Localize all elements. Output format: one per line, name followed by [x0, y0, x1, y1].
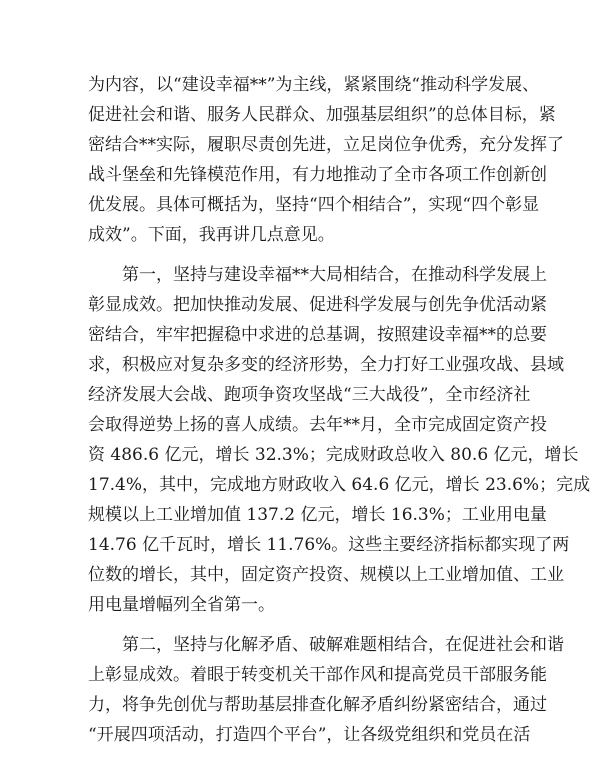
text-line: 上彰显成效。着眼于转变机关干部作风和提高党员干部服务能 — [88, 665, 547, 685]
text-line: 为内容，以“建设幸福**”为主线，紧紧围绕“推动科学发展、 — [88, 75, 540, 95]
text-line: 第二，坚持与化解矛盾、破解难题相结合，在促进社会和谐 — [88, 635, 564, 655]
text-line: 求，积极应对复杂多变的经济形势，全力打好工业强攻战、县域 — [88, 355, 564, 375]
text-line: 17.4%，其中，完成地方财政收入 64.6 亿元，增长 23.6%；完成 — [88, 475, 590, 495]
text-line: 用电量增幅列全省第一。 — [88, 595, 275, 615]
text-line: 会取得逆势上扬的喜人成绩。去年**月，全市完成固定资产投 — [88, 415, 547, 435]
body-text — [88, 70, 590, 750]
text-line: 优发展。具体可概括为，坚持“四个相结合”，实现“四个彰显 — [88, 195, 540, 215]
text-line: 规模以上工业增加值 137.2 亿元，增长 16.3%；工业用电量 — [88, 505, 547, 525]
paragraph-first — [88, 260, 590, 620]
text-line: “开展四项活动，打造四个平台”，让各级党组织和党员在活 — [88, 725, 531, 745]
text-line: 战斗堡垒和先锋模范作用，有力地推动了全市各项工作创新创 — [88, 165, 547, 185]
paragraph-intro — [88, 70, 564, 250]
paragraph-second — [88, 630, 564, 750]
text-line: 成效”。下面，我再讲几点意见。 — [88, 225, 335, 245]
text-line: 14.76 亿千瓦时，增长 11.76%。这些主要经济指标都实现了两 — [88, 535, 570, 555]
text-line: 经济发展大会战、跑项争资攻坚战“三大战役”，全市经济社 — [88, 385, 531, 405]
text-line: 密结合，牢牢把握稳中求进的总基调，按照建设幸福**的总要 — [88, 325, 547, 345]
text-line: 力，将争先创优与帮助基层排查化解矛盾纠纷紧密结合，通过 — [88, 695, 547, 715]
text-line: 资 486.6 亿元，增长 32.3%；完成财政总收入 80.6 亿元，增长 — [88, 445, 579, 465]
text-line: 彰显成效。把加快推动发展、促进科学发展与创先争优活动紧 — [88, 295, 547, 315]
text-line: 促进社会和谐、服务人民群众、加强基层组织”的总体目标，紧 — [88, 105, 556, 125]
text-line: 第一，坚持与建设幸福**大局相结合，在推动科学发展上 — [88, 265, 547, 285]
text-line: 密结合**实际，履职尽责创先进，立足岗位争优秀，充分发挥了 — [88, 135, 564, 155]
text-line: 位数的增长，其中，固定资产投资、规模以上工业增加值、工业 — [88, 565, 564, 585]
